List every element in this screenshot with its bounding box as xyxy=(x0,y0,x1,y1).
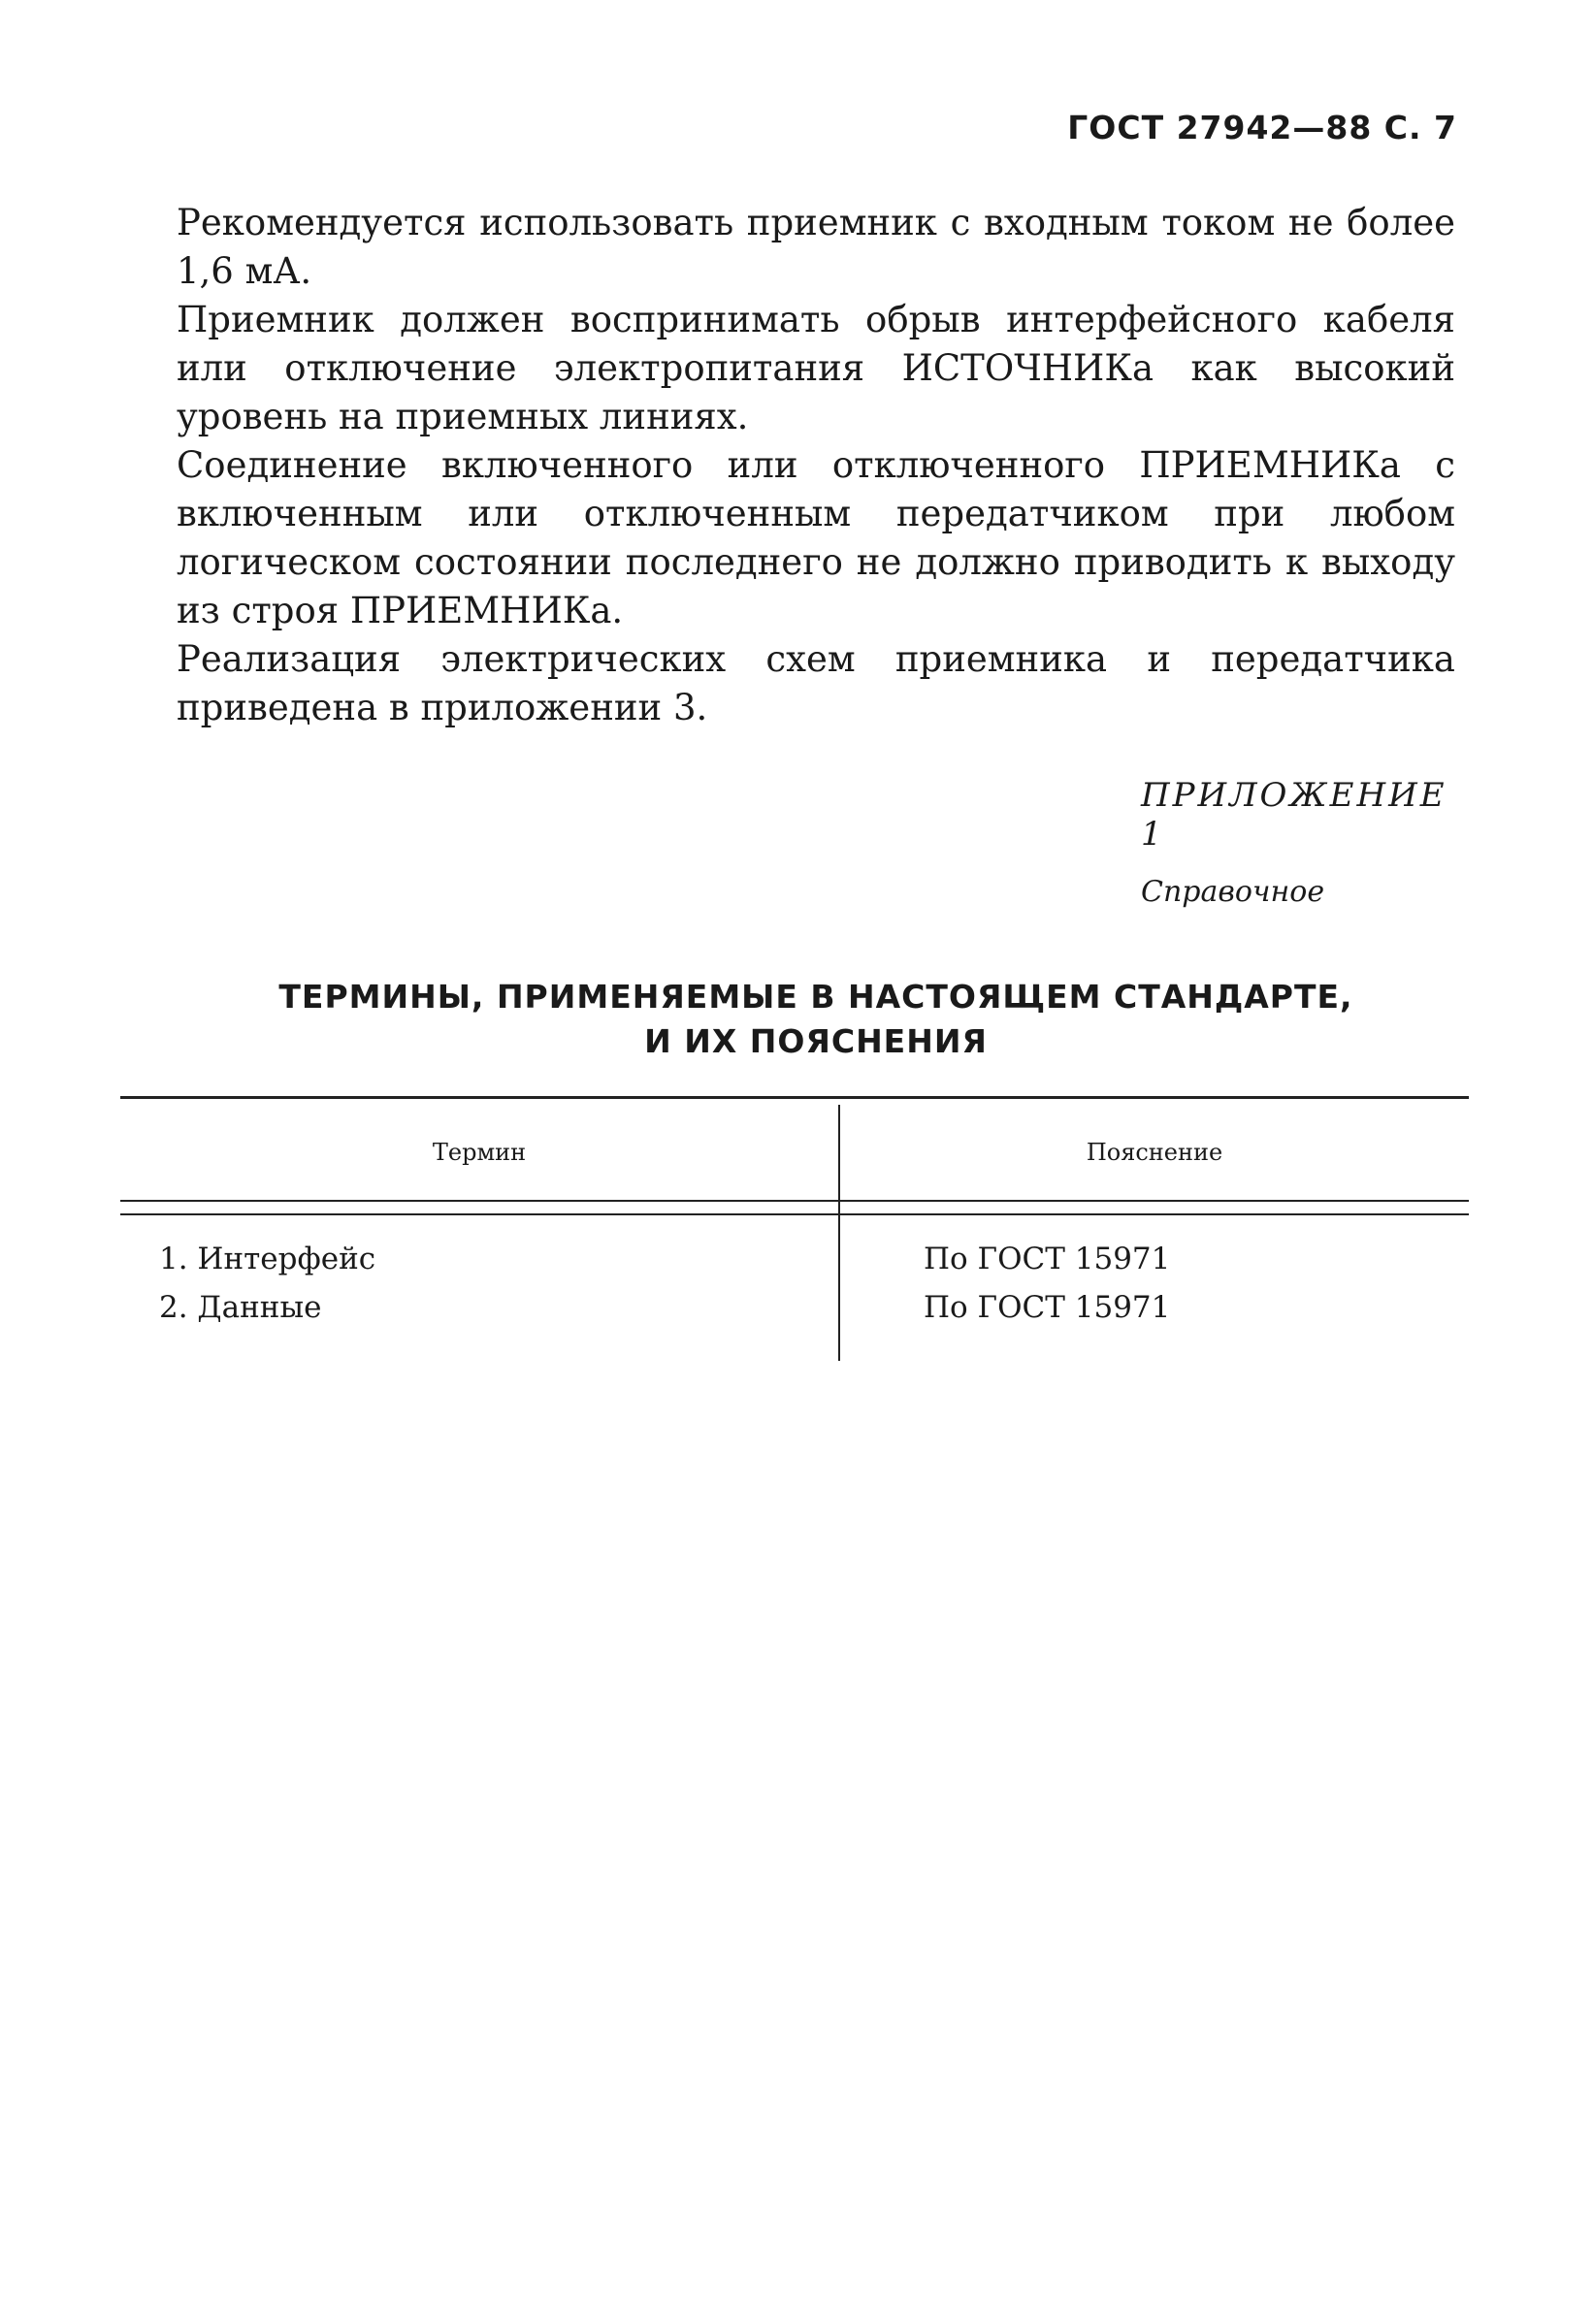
table-top-rule xyxy=(120,1096,1469,1099)
paragraph: Соединение включенного или отключенного ПРИЕМНИКа с включенным или отключенным передатчиком при любом логическом состоянии последнего не должно приводить к выходу из строя ПРИЕМНИКа. xyxy=(177,444,1455,631)
page-header: ГОСТ 27942—88 С. 7 xyxy=(1067,109,1457,146)
section-title xyxy=(177,975,1455,1064)
body-text xyxy=(177,199,1455,732)
appendix-label xyxy=(1129,776,1459,909)
section-title-line-2: И ИХ ПОЯСНЕНИЯ xyxy=(644,1022,988,1060)
explanation-cell: По ГОСТ 15971 xyxy=(924,1242,1171,1276)
appendix-title: ПРИЛОЖЕНИЕ 1 xyxy=(1141,776,1447,854)
column-header-explanation: Пояснение xyxy=(1086,1139,1223,1166)
term-cell: 2. Данные xyxy=(120,1283,839,1361)
section-title-line-1: ТЕРМИНЫ, ПРИМЕНЯЕМЫЕ В НАСТОЯЩЕМ СТАНДАРТЕ, xyxy=(278,978,1353,1016)
table-row xyxy=(120,1214,1469,1283)
paragraph: Приемник должен воспринимать обрыв интерфейсного кабеля или отключение электропитания ИСТОЧНИКа как высокий уровень на приемных линиях. xyxy=(177,299,1455,437)
header-separator xyxy=(120,1201,1469,1214)
terms-table xyxy=(120,1096,1469,1361)
table-row xyxy=(120,1283,1469,1361)
explanation-cell: По ГОСТ 15971 xyxy=(924,1290,1171,1325)
paragraph: Реализация электрических схем приемника и передатчика приведена в приложении 3. xyxy=(177,638,1455,728)
term-cell: 1. Интерфейс xyxy=(120,1214,839,1283)
appendix-subtitle: Справочное xyxy=(1141,875,1325,909)
paragraph: Рекомендуется использовать приемник с входным током не более 1,6 мА. xyxy=(177,202,1455,292)
column-header-term: Термин xyxy=(120,1105,839,1201)
